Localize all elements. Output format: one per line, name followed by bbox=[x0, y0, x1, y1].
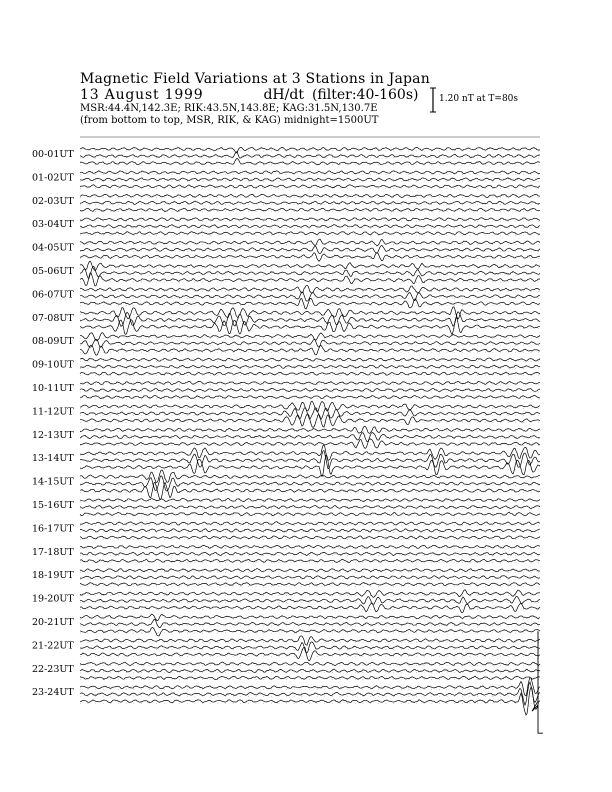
trace-msr-16-17ut bbox=[80, 536, 540, 539]
hour-label: 17-18UT bbox=[32, 546, 74, 558]
trace-kag-04-05ut bbox=[80, 239, 540, 246]
trace-kag-03-04ut bbox=[80, 218, 540, 221]
trace-rik-01-02ut bbox=[80, 178, 540, 181]
trace-msr-03-04ut bbox=[80, 232, 540, 235]
hour-label: 04-05UT bbox=[32, 242, 74, 254]
hour-label: 10-11UT bbox=[32, 383, 74, 394]
trace-kag-09-10ut bbox=[80, 358, 540, 361]
trace-msr-15-16ut bbox=[80, 512, 540, 515]
trace-rik-21-22ut bbox=[80, 642, 540, 653]
trace-rik-18-19ut bbox=[80, 576, 540, 579]
trace-rik-20-21ut bbox=[80, 619, 540, 627]
trace-kag-07-08ut bbox=[80, 307, 540, 319]
trace-msr-18-19ut bbox=[80, 583, 540, 586]
trace-msr-04-05ut bbox=[80, 253, 540, 262]
trace-rik-06-07ut bbox=[80, 292, 540, 301]
trace-rik-22-23ut bbox=[80, 669, 540, 672]
chart-filter: (filter:40-160s) bbox=[311, 87, 419, 103]
trace-kag-19-20ut bbox=[80, 590, 540, 598]
hour-label: 05-06UT bbox=[32, 266, 74, 277]
station-coordinates: MSR:44.4N,142.3E; RIK:43.5N,143.8E; KAG:31.5N,130.7E bbox=[80, 103, 378, 114]
trace-kag-17-18ut bbox=[80, 545, 540, 548]
station-order-note: (from bottom to top, MSR, RIK, & KAG) midnight=1500UT bbox=[80, 115, 379, 126]
trace-msr-00-01ut bbox=[80, 158, 540, 164]
trace-kag-10-11ut bbox=[80, 381, 540, 384]
trace-msr-17-18ut bbox=[80, 559, 540, 562]
trace-kag-20-21ut bbox=[80, 614, 540, 621]
hour-label: 07-08UT bbox=[32, 312, 74, 324]
trace-kag-01-02ut bbox=[80, 171, 540, 174]
trace-rik-02-03ut bbox=[80, 201, 540, 204]
trace-rik-05-06ut bbox=[80, 267, 540, 279]
hour-label: 00-01UT bbox=[32, 149, 74, 160]
hour-label: 20-21UT bbox=[32, 617, 74, 628]
trace-msr-22-23ut bbox=[80, 676, 540, 679]
trace-kag-06-07ut bbox=[80, 285, 540, 293]
trace-kag-00-01ut bbox=[80, 147, 540, 152]
hour-label: 06-07UT bbox=[32, 289, 74, 301]
hour-label: 11-12UT bbox=[32, 406, 74, 418]
hour-label: 15-16UT bbox=[32, 500, 74, 511]
trace-msr-20-21ut bbox=[80, 628, 540, 637]
hour-label: 23-24UT bbox=[32, 687, 74, 699]
trace-msr-13-14ut bbox=[80, 455, 540, 476]
trace-rik-16-17ut bbox=[80, 529, 540, 532]
chart-title: Magnetic Field Variations at 3 Stations in Japan bbox=[80, 71, 430, 87]
trace-rik-08-09ut bbox=[80, 339, 540, 347]
trace-msr-19-20ut bbox=[80, 603, 540, 612]
hour-label: 02-03UT bbox=[32, 195, 74, 207]
trace-rik-17-18ut bbox=[80, 552, 540, 555]
trace-rik-03-04ut bbox=[80, 225, 540, 228]
hour-label: 13-14UT bbox=[32, 453, 74, 465]
trace-msr-01-02ut bbox=[80, 185, 540, 188]
trace-msr-06-07ut bbox=[80, 298, 540, 309]
hour-label: 01-02UT bbox=[32, 172, 74, 184]
trace-rik-11-12ut bbox=[80, 408, 540, 420]
trace-rik-15-16ut bbox=[80, 506, 540, 509]
hour-label: 14-15UT bbox=[32, 476, 74, 488]
trace-msr-23-24ut bbox=[80, 687, 540, 715]
trace-kag-16-17ut bbox=[80, 522, 540, 525]
trace-msr-12-13ut bbox=[80, 439, 540, 448]
trace-kag-12-13ut bbox=[80, 426, 540, 433]
trace-msr-09-10ut bbox=[80, 372, 540, 375]
trace-kag-02-03ut bbox=[80, 194, 540, 197]
hour-label: 09-10UT bbox=[32, 359, 74, 371]
trace-kag-11-12ut bbox=[80, 401, 540, 411]
scale-label: 1.20 nT at T=80s bbox=[439, 94, 519, 104]
hour-label: 22-23UT bbox=[32, 663, 74, 675]
trace-msr-14-15ut bbox=[80, 482, 540, 499]
hour-label: 12-13UT bbox=[32, 429, 74, 441]
trace-rik-04-05ut bbox=[80, 246, 540, 254]
trace-msr-11-12ut bbox=[80, 414, 540, 427]
trace-rik-19-20ut bbox=[80, 596, 540, 604]
trace-rik-12-13ut bbox=[80, 433, 540, 442]
hour-label: 21-22UT bbox=[32, 640, 74, 652]
hour-label: 08-09UT bbox=[32, 336, 74, 348]
trace-kag-05-06ut bbox=[80, 261, 540, 270]
trace-kag-08-09ut bbox=[80, 333, 540, 341]
trace-msr-10-11ut bbox=[80, 395, 540, 398]
hour-label: 19-20UT bbox=[32, 593, 74, 605]
trace-kag-13-14ut bbox=[80, 445, 540, 460]
hour-label: 16-17UT bbox=[32, 523, 74, 535]
chart-quantity: dH/dt bbox=[263, 87, 304, 103]
trace-kag-18-19ut bbox=[80, 568, 540, 571]
trace-rik-10-11ut bbox=[80, 388, 540, 391]
trace-rik-00-01ut bbox=[80, 152, 540, 159]
hour-label: 03-04UT bbox=[32, 219, 74, 231]
trace-msr-07-08ut bbox=[80, 317, 540, 334]
trace-rik-09-10ut bbox=[80, 365, 540, 368]
trace-kag-15-16ut bbox=[80, 498, 540, 501]
trace-msr-02-03ut bbox=[80, 208, 540, 211]
hour-label: 18-19UT bbox=[32, 570, 74, 582]
trace-msr-08-09ut bbox=[80, 345, 540, 355]
chart-date: 13 August 1999 bbox=[80, 87, 204, 103]
trace-kag-22-23ut bbox=[80, 662, 540, 666]
